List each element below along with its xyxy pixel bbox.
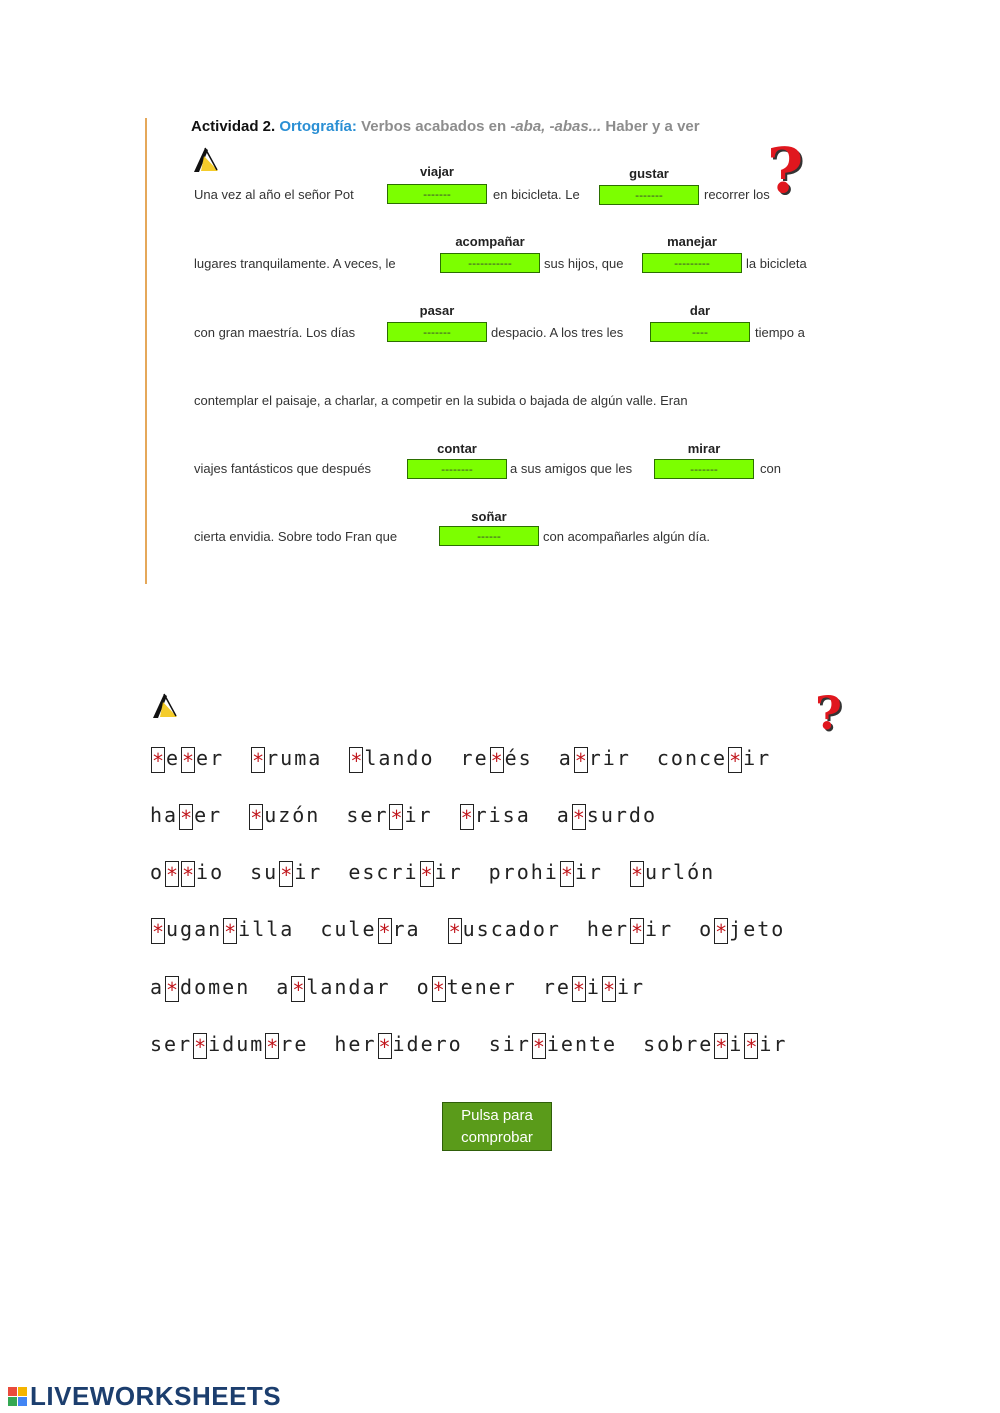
word-item [348, 743, 434, 773]
title-part-a: Verbos acabados en [361, 118, 507, 135]
word-fragment: ha [150, 803, 179, 827]
line-text: la bicicleta [746, 256, 807, 271]
word-fragment: her [586, 917, 630, 941]
word-fragment: tener [446, 975, 517, 999]
liveworksheets-logo [8, 1381, 281, 1411]
letter-slot[interactable]: * [560, 862, 573, 887]
word-fragment: conce [656, 746, 728, 770]
answer-gap[interactable]: ----------- [440, 253, 540, 273]
word-item [150, 914, 294, 944]
word-fragment: ugan [166, 917, 223, 941]
word-item [320, 914, 420, 944]
speaker-pen-icon[interactable] [150, 692, 180, 720]
word-fragment: i [586, 975, 601, 999]
letter-slot[interactable]: * [532, 1034, 545, 1059]
word-item [276, 972, 390, 1002]
line-text: cierta envidia. Sobre todo Fran que [194, 529, 398, 544]
letter-slot[interactable]: * [460, 805, 473, 830]
line-text: contemplar el paisaje, a charlar, a competir en la subida o bajada de algún valle. Eran [194, 393, 688, 408]
word-fragment: escri [348, 860, 419, 884]
letter-slot[interactable]: * [378, 1034, 391, 1059]
letter-slot[interactable]: * [602, 977, 616, 1002]
word-fragment: iente [546, 1032, 618, 1056]
word-fragment: e [166, 746, 181, 770]
letter-slot[interactable]: * [420, 862, 433, 887]
letter-slot[interactable]: * [745, 1034, 758, 1059]
line-text: sus hijos, que [544, 256, 624, 271]
word-fragment: a [276, 975, 291, 999]
letter-slot[interactable]: * [378, 919, 391, 944]
line-text: en bicicleta. Le [493, 187, 580, 202]
word-fragment: ir [743, 746, 772, 770]
word-item [447, 914, 561, 944]
word-item [250, 743, 322, 773]
verb-hint: acompañar [455, 234, 525, 249]
word-fragment: ir [759, 1032, 788, 1056]
answer-gap[interactable]: ------- [387, 184, 487, 204]
word-fragment: landar [306, 975, 391, 999]
title-number: Actividad 2. [191, 118, 276, 135]
answer-gap[interactable]: ---- [650, 322, 750, 342]
word-fragment: a [150, 975, 165, 999]
help-question-icon[interactable]: ? [767, 134, 804, 207]
verb-hint: pasar [419, 303, 455, 318]
word-item [346, 800, 432, 830]
verb-hint: soñar [471, 509, 507, 524]
word-fragment: ir [404, 803, 433, 827]
logo-tiles-icon [8, 1387, 27, 1406]
line-text: a sus amigos que les [510, 461, 633, 476]
text-line-5 [194, 461, 371, 476]
word-fragment: ir [645, 917, 674, 941]
answer-gap[interactable]: -------- [407, 459, 507, 479]
activity-title [191, 118, 700, 135]
word-fragment: cule [320, 917, 377, 941]
answer-gap[interactable]: --------- [642, 253, 742, 273]
letter-slot[interactable]: * [574, 748, 587, 773]
verb-hint: manejar [667, 234, 717, 249]
word-item [557, 800, 657, 830]
word-fragment: sobre [643, 1032, 714, 1056]
letter-slot[interactable]: * [182, 748, 195, 773]
word-fragment: lando [364, 746, 435, 770]
letter-slot[interactable]: * [152, 748, 165, 773]
word-fragment: rir [588, 746, 631, 770]
word-fragment: a [556, 803, 571, 827]
letter-slot[interactable]: * [350, 748, 363, 773]
word-fragment: uzón [264, 803, 321, 827]
word-fragment: domen [180, 975, 251, 999]
title-part-c: Haber y a ver [605, 118, 700, 135]
verb-hint: viajar [420, 164, 454, 179]
word-fragment: sir [488, 1032, 531, 1056]
line-text: despacio. A los tres les [491, 325, 624, 340]
word-row [150, 743, 797, 773]
letter-slot[interactable]: * [572, 805, 585, 830]
word-fragment: ir [434, 860, 463, 884]
letter-slot[interactable]: * [182, 862, 195, 887]
word-fragment: su [250, 860, 279, 884]
title-part-b: -aba, -abas... [510, 118, 602, 135]
letter-slot[interactable]: * [266, 1034, 279, 1059]
word-fragment: o [150, 860, 165, 884]
line-text: viajes fantásticos que después [194, 461, 372, 476]
word-fragment: o [699, 917, 714, 941]
text-line-1 [194, 187, 354, 202]
word-fragment: re [542, 975, 571, 999]
letter-slot[interactable]: * [490, 748, 503, 773]
word-fragment: surdo [586, 803, 658, 827]
answer-gap[interactable]: ------- [599, 185, 699, 205]
word-fragment: er [194, 803, 223, 827]
word-row [150, 972, 671, 1002]
letter-slot[interactable]: * [572, 977, 585, 1002]
word-fragment: ra [392, 917, 421, 941]
word-fragment: idum [208, 1032, 265, 1056]
letter-slot[interactable]: * [715, 919, 728, 944]
letter-slot[interactable]: * [630, 862, 643, 887]
word-fragment: uscador [462, 917, 561, 941]
text-line-3 [194, 325, 355, 340]
letter-slot[interactable]: * [390, 805, 403, 830]
answer-gap[interactable]: ------ [439, 526, 539, 546]
verb-hint: gustar [629, 166, 669, 181]
verb-hint: mirar [687, 441, 721, 456]
word-item [150, 743, 224, 773]
word-row [150, 1029, 813, 1059]
help-question-icon[interactable]: ? [815, 686, 842, 740]
letter-slot[interactable]: * [250, 805, 263, 830]
word-fragment: prohi [488, 860, 559, 884]
word-item [150, 972, 250, 1002]
line-text: Una vez al año el señor Pot [194, 187, 354, 202]
word-fragment: idero [392, 1032, 463, 1056]
letter-slot[interactable]: * [180, 805, 193, 830]
text-line-4 [194, 393, 688, 408]
word-fragment: urlón [644, 860, 716, 884]
word-fragment: ruma [266, 746, 323, 770]
word-row [150, 800, 683, 830]
word-fragment: illa [238, 917, 295, 941]
letter-slot[interactable]: * [224, 919, 237, 944]
word-item [587, 914, 673, 944]
word-fragment: io [196, 860, 225, 884]
word-item [657, 743, 771, 773]
word-row [150, 914, 811, 944]
word-fragment: jeto [729, 917, 786, 941]
line-text: con [760, 461, 781, 476]
letter-slot[interactable]: * [432, 977, 445, 1002]
word-fragment: ir [294, 860, 323, 884]
line-text: tiempo a [755, 325, 805, 340]
word-item [417, 972, 517, 1002]
word-fragment: a [558, 746, 573, 770]
word-fragment: ser [150, 1032, 193, 1056]
word-fragment: ir [616, 975, 646, 999]
letter-slot[interactable]: * [448, 919, 461, 944]
word-item [334, 1029, 462, 1059]
line-text: lugares tranquilamente. A veces, le [194, 256, 396, 271]
answer-gap[interactable]: ------- [654, 459, 754, 479]
letter-slot[interactable]: * [729, 748, 742, 773]
word-item [461, 743, 533, 773]
logo-text: LIVEWORKSHEETS [30, 1380, 282, 1411]
line-text: recorrer los [704, 187, 770, 202]
verb-hint: contar [437, 441, 477, 456]
word-row [150, 857, 741, 887]
word-item [643, 1029, 787, 1059]
title-category: Ortografía: [279, 118, 357, 135]
answer-gap[interactable]: ------- [387, 322, 487, 342]
speaker-pen-icon[interactable] [191, 146, 221, 174]
letter-slot[interactable]: * [292, 977, 305, 1002]
word-item [150, 1029, 308, 1059]
letter-slot[interactable]: * [252, 748, 265, 773]
text-line-6 [194, 529, 397, 544]
word-item [543, 972, 645, 1002]
word-item [250, 857, 322, 887]
word-item [699, 914, 785, 944]
letter-slot[interactable]: * [280, 862, 293, 887]
word-item [489, 1029, 617, 1059]
word-fragment: ser [346, 803, 389, 827]
word-fragment: o [416, 975, 431, 999]
word-fragment: és [504, 746, 533, 770]
word-fragment: er [196, 746, 225, 770]
word-item [559, 743, 631, 773]
letter-slot[interactable]: * [166, 862, 179, 887]
word-fragment: i [729, 1032, 744, 1056]
word-item [459, 800, 531, 830]
word-fragment: her [334, 1032, 377, 1056]
line-text: con gran maestría. Los días [194, 325, 356, 340]
word-fragment: risa [474, 803, 531, 827]
word-fragment: ir [574, 860, 603, 884]
letter-slot[interactable]: * [152, 919, 165, 944]
word-item [489, 857, 603, 887]
line-text: con acompañarles algún día. [543, 529, 710, 544]
word-item [348, 857, 462, 887]
activity-panel [145, 118, 837, 584]
letter-slot[interactable]: * [631, 919, 644, 944]
word-item [150, 857, 224, 887]
verb-hint: dar [689, 303, 711, 318]
check-answers-button[interactable]: Pulsa para comprobar [442, 1102, 552, 1151]
letter-slot[interactable]: * [166, 977, 179, 1002]
letter-slot[interactable]: * [194, 1034, 207, 1059]
text-line-2 [194, 256, 396, 271]
word-item [248, 800, 320, 830]
word-fragment: re [460, 746, 489, 770]
word-item [629, 857, 715, 887]
word-item [150, 800, 222, 830]
letter-slot[interactable]: * [715, 1034, 728, 1059]
word-fragment: re [280, 1032, 309, 1056]
